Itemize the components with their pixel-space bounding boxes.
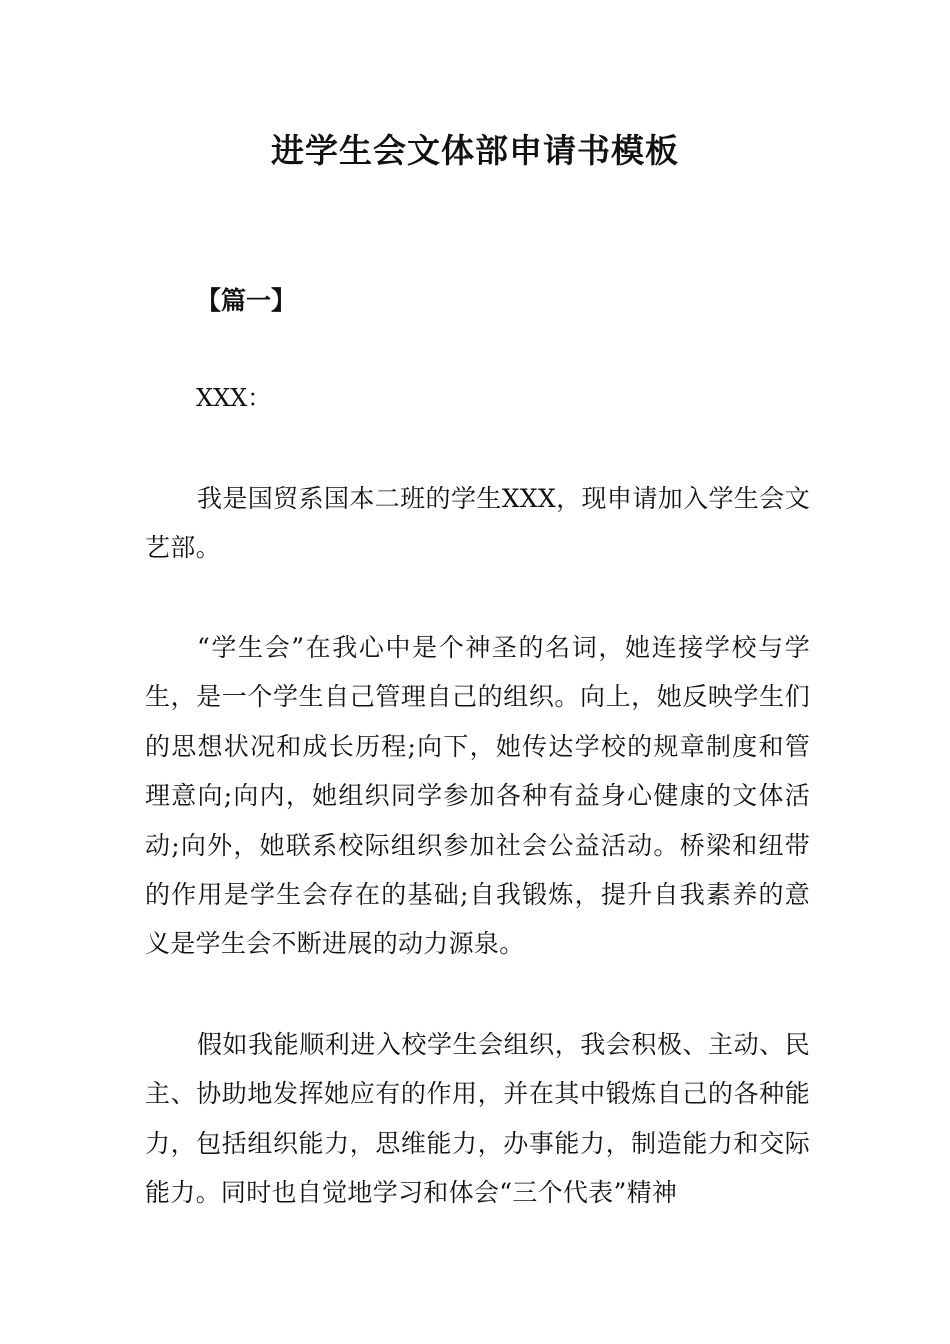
paragraph-2: “学生会”在我心中是个神圣的名词，她连接学校与学生，是一个学生自己管理自己的组织。向上，她反映学生们的思想状况和成长历程;向下，她传达学校的规章制度和管理意向;向内，她组织同学参加各种有益身心健康的文体活动;向外，她联系校际组织参加社会公益活动。桥梁和纽带的作用是学生会存在的基础;自我锻炼，提升自我素养的意义是学生会不断进展的动力源泉。 [145,633,810,959]
salutation: XXX： [196,384,272,412]
section-label: 【篇一】 [196,286,297,315]
document-title: 进学生会文体部申请书模板 [271,131,679,170]
paragraph-3: 假如我能顺利进入校学生会组织，我会积极、主动、民主、协助地发挥她应有的作用，并在其中锻炼自己的各种能力，包括组织能力，思维能力，办事能力，制造能力和交际能力。同时也自觉地学习和体会“三个代表”精神 [145,1030,810,1208]
paragraph-1: 我是国贸系国本二班的学生XXX，现申请加入学生会文艺部。 [145,484,810,563]
